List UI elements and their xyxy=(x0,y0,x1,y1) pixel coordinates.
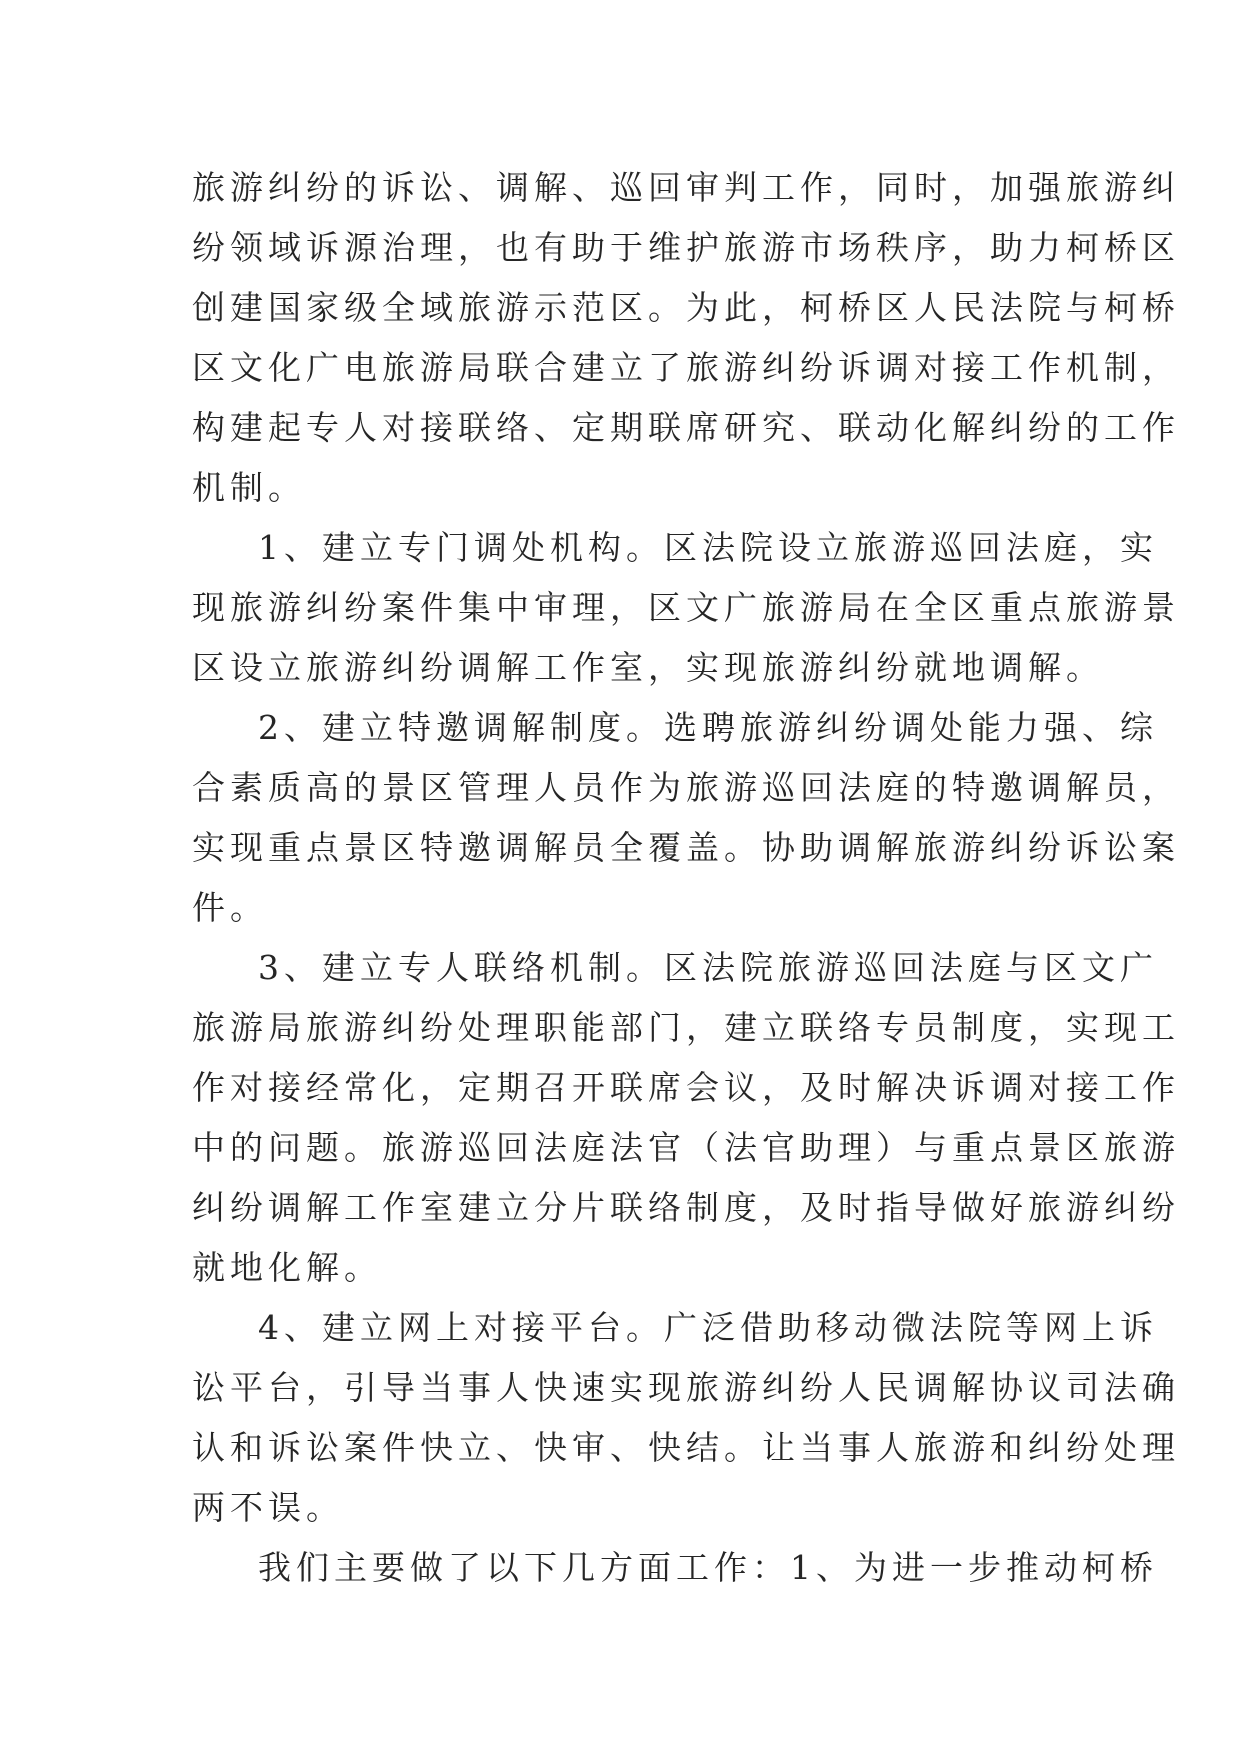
text-line: 就地化解。 xyxy=(192,1248,382,1287)
text-line: 区设立旅游纠纷调解工作室，实现旅游纠纷就地调解。 xyxy=(192,648,1104,687)
text-line: 旅游纠纷的诉讼、调解、巡回审判工作，同时，加强旅游纠 xyxy=(192,168,1180,207)
text-line: 纠纷调解工作室建立分片联络制度，及时指导做好旅游纠纷 xyxy=(192,1188,1180,1227)
text-line: 机制。 xyxy=(192,468,306,507)
text-line: 我们主要做了以下几方面工作：1、为进一步推动柯桥 xyxy=(258,1548,1158,1587)
text-line: 旅游局旅游纠纷处理职能部门，建立联络专员制度，实现工 xyxy=(192,1008,1180,1047)
text-line: 件。 xyxy=(192,888,268,927)
text-line: 创建国家级全域旅游示范区。为此，柯桥区人民法院与柯桥 xyxy=(192,288,1180,327)
text-line: 合素质高的景区管理人员作为旅游巡回法庭的特邀调解员， xyxy=(192,768,1180,807)
text-line: 讼平台，引导当事人快速实现旅游纠纷人民调解协议司法确 xyxy=(192,1368,1180,1407)
text-line: 实现重点景区特邀调解员全覆盖。协助调解旅游纠纷诉讼案 xyxy=(192,828,1180,867)
text-line: 作对接经常化，定期召开联席会议，及时解决诉调对接工作 xyxy=(192,1068,1180,1107)
text-line: 1、建立专门调处机构。区法院设立旅游巡回法庭，实 xyxy=(258,528,1158,567)
text-line: 3、建立专人联络机制。区法院旅游巡回法庭与区文广 xyxy=(258,948,1158,987)
text-line: 现旅游纠纷案件集中审理，区文广旅游局在全区重点旅游景 xyxy=(192,588,1180,627)
text-line: 2、建立特邀调解制度。选聘旅游纠纷调处能力强、综 xyxy=(258,708,1158,747)
text-line: 构建起专人对接联络、定期联席研究、联动化解纠纷的工作 xyxy=(192,408,1180,447)
body-text xyxy=(192,158,1180,1598)
text-line: 认和诉讼案件快立、快审、快结。让当事人旅游和纠纷处理 xyxy=(192,1428,1180,1467)
text-line: 两不误。 xyxy=(192,1488,344,1527)
text-line: 4、建立网上对接平台。广泛借助移动微法院等网上诉 xyxy=(258,1308,1158,1347)
text-line: 区文化广电旅游局联合建立了旅游纠纷诉调对接工作机制， xyxy=(192,348,1180,387)
text-line: 纷领域诉源治理，也有助于维护旅游市场秩序，助力柯桥区 xyxy=(192,228,1180,267)
text-line: 中的问题。旅游巡回法庭法官（法官助理）与重点景区旅游 xyxy=(192,1128,1180,1167)
